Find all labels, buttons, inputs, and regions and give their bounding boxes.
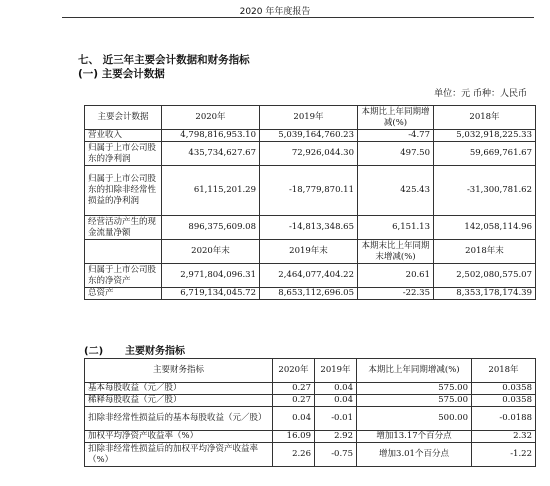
cell-change: 425.43 [358,166,434,216]
cell-2020: 61,115,201.29 [162,166,260,216]
cell-2018: 142,058,114.96 [434,216,536,240]
cell-2018: 8,353,178,174.39 [434,288,536,300]
table-row [85,288,536,300]
cell-change: 497.50 [358,142,434,166]
cell-2020: 4,798,816,953.10 [162,130,260,142]
cell-change: 增加3.01个百分点 [357,443,472,467]
row-label: 归属于上市公司股东的净利润 [85,142,162,166]
row-label: 基本每股收益（元／股） [85,383,273,395]
cell-2019: 72,926,044.30 [260,142,358,166]
header-cell: 2020年 [273,359,315,383]
header-cell: 2018年 [472,359,536,383]
cell-2019: 5,039,164,760.23 [260,130,358,142]
cell-change: 20.61 [358,264,434,288]
header-cell: 2019年 [260,106,358,130]
cell-2019: -0.01 [315,407,357,431]
row-label: 稀释每股收益（元／股） [85,395,273,407]
cell-2020: 435,734,627.67 [162,142,260,166]
header-cell: 主要财务指标 [85,359,273,383]
cell-2018: 5,032,918,225.33 [434,130,536,142]
row-label: 归属于上市公司股东的净资产 [85,264,162,288]
row-label: 扣除非经常性损益后的加权平均净资产收益率（%） [85,443,273,467]
cell-2018: -1.22 [472,443,536,467]
cell-2020: 0.27 [273,395,315,407]
table-row [85,383,536,395]
financial-indicators-table [84,358,536,467]
cell-2020: 0.27 [273,383,315,395]
row-label: 总资产 [85,288,162,300]
cell-2018: 59,669,761.67 [434,142,536,166]
cell-change: 6,151.13 [358,216,434,240]
row-label: 归属于上市公司股东的扣除非经常性损益的净利润 [85,166,162,216]
header-rule [62,17,534,18]
table-row [85,216,536,240]
table-row [85,130,536,142]
cell-2018: 0.0358 [472,383,536,395]
header-cell: 本期末比上年同期末增减(%) [358,240,434,264]
cell-change: 575.00 [357,383,472,395]
accounting-data-table [84,105,536,300]
cell-2019: -14,813,348.65 [260,216,358,240]
table-row [85,395,536,407]
row-label: 加权平均净资产收益率（%） [85,431,273,443]
blank-cell [85,240,162,264]
cell-2019: 0.04 [315,383,357,395]
header-cell: 本期比上年同期增减(%) [358,106,434,130]
header-cell: 2019年末 [260,240,358,264]
header-cell: 2018年 [434,106,536,130]
cell-change: -4.77 [358,130,434,142]
row-label: 扣除非经常性损益后的基本每股收益（元／股） [85,407,273,431]
cell-2018: -31,300,781.62 [434,166,536,216]
cell-2019: -0.75 [315,443,357,467]
cell-2019: 8,653,112,696.05 [260,288,358,300]
table-row [85,264,536,288]
cell-2018: 0.0358 [472,395,536,407]
section-subtitle: (一) 主要会计数据 [78,68,165,80]
cell-change: 500.00 [357,407,472,431]
cell-change: 增加13.17个百分点 [357,431,472,443]
header-cell: 2019年 [315,359,357,383]
header-cell: 2020年末 [162,240,260,264]
table-header-row [85,106,536,130]
table-subheader-row [85,240,536,264]
cell-2020: 16.09 [273,431,315,443]
header-cell: 2018年末 [434,240,536,264]
cell-2020: 0.04 [273,407,315,431]
report-header-title: 2020 年年度报告 [239,7,311,17]
table-row [85,407,536,431]
cell-2019: 0.04 [315,395,357,407]
header-cell: 主要会计数据 [85,106,162,130]
section-title: 七、 近三年主要会计数据和财务指标 [78,54,250,66]
section2-number: (二) [84,346,104,357]
cell-2020: 2,971,804,096.31 [162,264,260,288]
cell-2020: 896,375,609.08 [162,216,260,240]
table-row [85,142,536,166]
table-row [85,431,536,443]
header-cell: 2020年 [162,106,260,130]
table-row [85,443,536,467]
table-row [85,166,536,216]
cell-change: -22.35 [358,288,434,300]
cell-2019: 2.92 [315,431,357,443]
cell-2018: 2,502,080,575.07 [434,264,536,288]
cell-2018: -0.0188 [472,407,536,431]
cell-2018: 2.32 [472,431,536,443]
table-header-row [85,359,536,383]
row-label: 经营活动产生的现金流量净额 [85,216,162,240]
cell-2019: -18,779,870.11 [260,166,358,216]
cell-2020: 6,719,134,045.72 [162,288,260,300]
header-cell: 本期比上年同期增减(%) [357,359,472,383]
unit-currency-line: 单位：元 币种：人民币 [434,89,527,99]
cell-2019: 2,464,077,404.22 [260,264,358,288]
row-label: 营业收入 [85,130,162,142]
cell-change: 575.00 [357,395,472,407]
section2-title: 主要财务指标 [125,346,185,357]
cell-2020: 2.26 [273,443,315,467]
